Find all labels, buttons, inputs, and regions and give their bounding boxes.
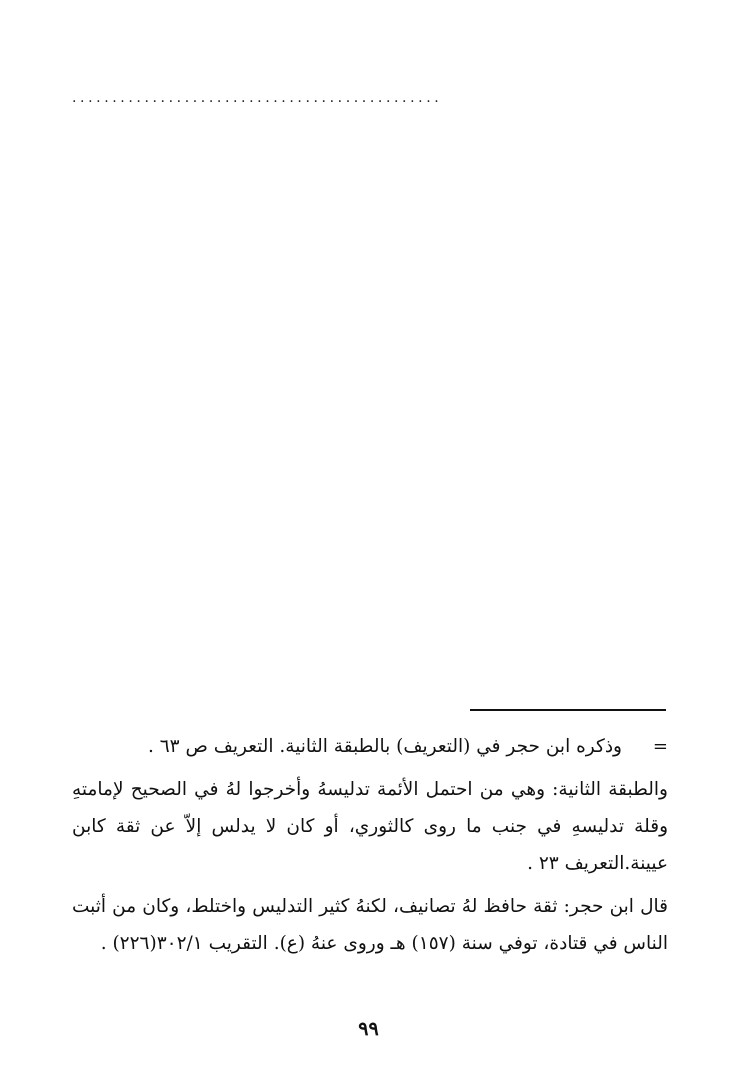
continuation-marker: = bbox=[652, 736, 668, 757]
page-number: ٩٩ bbox=[358, 1018, 379, 1040]
footnote-separator bbox=[470, 709, 666, 711]
footnote-line: وذكره ابن حجر في (التعريف) بالطبقة الثانية. التعريف ص ٦٣ . bbox=[147, 736, 622, 757]
footnotes-section bbox=[72, 728, 668, 968]
footnote-continuation bbox=[72, 728, 668, 765]
footnote-paragraph: قال ابن حجر: ثقة حافظ لهُ تصانيف، لكنهُ كثير التدليس واختلط، وكان من أثبت الناس في قتادة، توفي سنة (١٥٧) هـ وروى عنهُ (ع). التقريب ٣٠٢/١(٢٢٦) . bbox=[72, 896, 668, 954]
dotted-separator: .............................................. bbox=[72, 90, 443, 106]
footnote-paragraph: والطبقة الثانية: وهي من احتمل الأئمة تدليسهُ وأخرجوا لهُ في الصحيح لإمامتهِ وقلة تدليسهِ في جنب ما روى كالثوري، أو كان لا يدلس إلاّ عن ثقة كابن عيينة.التعريف ٢٣ . bbox=[72, 779, 668, 874]
